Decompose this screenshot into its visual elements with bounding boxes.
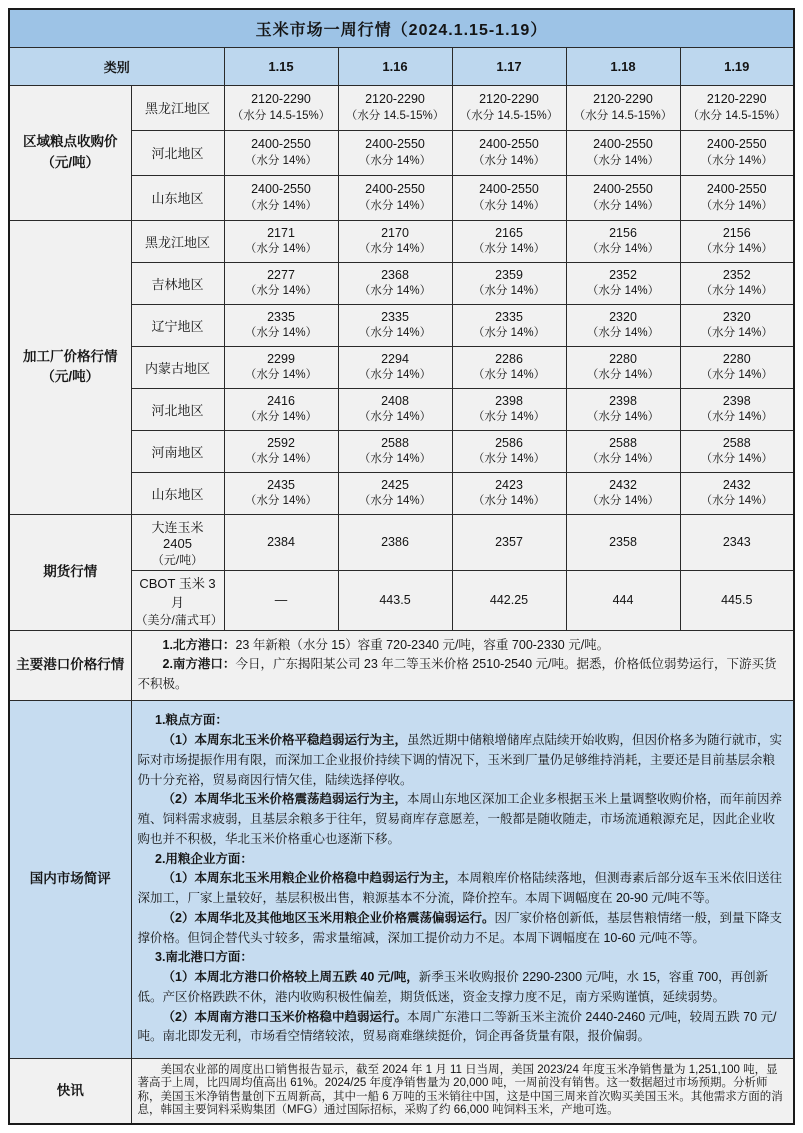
price-cell: 442.25 <box>452 570 566 630</box>
price-cell: 2357 <box>452 514 566 570</box>
region-cell: 黑龙江地区 <box>131 85 224 130</box>
header-category: 类别 <box>9 47 224 85</box>
header-row <box>9 47 794 85</box>
price-cell: 2165 （水分 14%） <box>452 220 566 262</box>
price-cell: 2156 （水分 14%） <box>680 220 794 262</box>
region-cell: 河北地区 <box>131 130 224 175</box>
price-cell: 2359 （水分 14%） <box>452 262 566 304</box>
price-cell: 2588 （水分 14%） <box>680 430 794 472</box>
region-cell: 河北地区 <box>131 388 224 430</box>
price-cell: 2400-2550 （水分 14%） <box>224 130 338 175</box>
price-cell: — <box>224 570 338 630</box>
price-cell: 2368 （水分 14%） <box>338 262 452 304</box>
price-cell: 2294 （水分 14%） <box>338 346 452 388</box>
comment-text: 1.粮点方面： （1）本周东北玉米价格平稳趋弱运行为主，虽然近期中储粮增储库点陆续开始收购，但因价格多为随行就市，实际对市场提振作用有限，而深加工企业报价持续下调的情况下，玉米到厂量仍足够维持消耗，主要还是目前基层余粮仍十分充裕，贸易商因行情欠佳，陆续选择停收。 （2）本周华北玉米价格震荡趋弱运行为主，本周山东地区深加工企业多根据玉米上量调整收购价格，而年前因养殖、饲料需求疲弱，且基层余粮多于往年，贸易商库存意愿差，一般都是随收随走，市场流通粮源充足，因此企业收购也并不积极，华北玉米价格重心也逐渐下移。 2.用粮企业方面： （1）本周东北玉米用粮企业价格稳中趋弱运行为主，本周粮库价格陆续落地，但测毒素后部分返车玉米依旧送往深加工，厂家上量较好，基层积极出售，粮源基本不分流，降价控车。本周下调幅度在 20-90 元/吨不等。 （2）本周华北及其他地区玉米用粮企业价格震荡偏弱运行。因厂家价格创新低，基层售粮情绪一般，到量下降支撑价格。但饲企替代头寸较多，需求量缩减，深加工提价动力不足。本周下调幅度在 10-60 元/吨不等。 3.南北港口方面： （1）本周北方港口价格较上周五跌 40 元/吨，新季玉米收购报价 2290-2300 元/吨，水 15，容重 700，再创新低。产区价格跌跌不休，港内收购积极性偏差，期货低迷，资金支撑力度不足，南方采购谨慎，延续弱势。 （2）本周南方港口玉米价格稳中趋弱运行。本周广东港口二等新玉米主流价 2440-2460 元/吨，较周五跌 70 元/吨。南北即发无利，市场看空情绪较浓，贸易商难继续挺价，饲企再备货量有限，报价偏弱。 <box>131 700 794 1058</box>
price-cell: 2400-2550 （水分 14%） <box>566 175 680 220</box>
contract-cell: 大连玉米 2405 （元/吨） <box>131 514 224 570</box>
price-cell: 2386 <box>338 514 452 570</box>
price-cell: 2400-2550 （水分 14%） <box>680 130 794 175</box>
price-cell: 2588 （水分 14%） <box>338 430 452 472</box>
price-cell: 2586 （水分 14%） <box>452 430 566 472</box>
price-cell: 2400-2550 （水分 14%） <box>224 175 338 220</box>
price-cell: 2280 （水分 14%） <box>680 346 794 388</box>
region-cell: 山东地区 <box>131 472 224 514</box>
price-cell: 2343 <box>680 514 794 570</box>
section-label-processing: 加工厂价格行情（元/吨） <box>9 220 131 514</box>
price-cell: 2156 （水分 14%） <box>566 220 680 262</box>
table-row <box>9 700 794 1058</box>
price-cell: 2408 （水分 14%） <box>338 388 452 430</box>
price-cell: 2432 （水分 14%） <box>566 472 680 514</box>
price-cell: 2588 （水分 14%） <box>566 430 680 472</box>
region-cell: 内蒙古地区 <box>131 346 224 388</box>
price-cell: 2400-2550 （水分 14%） <box>566 130 680 175</box>
price-cell: 2416 （水分 14%） <box>224 388 338 430</box>
table-row <box>9 220 794 262</box>
price-cell: 2398 （水分 14%） <box>452 388 566 430</box>
section-label-regional: 区域粮点收购价（元/吨） <box>9 85 131 220</box>
corn-weekly-table <box>8 8 795 1125</box>
price-cell: 2120-2290 （水分 14.5-15%） <box>680 85 794 130</box>
price-cell: 444 <box>566 570 680 630</box>
price-cell: 2432 （水分 14%） <box>680 472 794 514</box>
region-cell: 河南地区 <box>131 430 224 472</box>
table-row <box>9 1058 794 1124</box>
table-row <box>9 514 794 570</box>
price-cell: 2286 （水分 14%） <box>452 346 566 388</box>
table-row <box>9 85 794 130</box>
price-cell: 2120-2290 （水分 14.5-15%） <box>566 85 680 130</box>
price-cell: 2400-2550 （水分 14%） <box>680 175 794 220</box>
news-text: 美国农业部的周度出口销售报告显示，截至 2024 年 1 月 11 日当周，美国 2023/24 年度玉米净销售量为 1,251,100 吨，显著高于上周，比四周均值高出 61%。2024/25 年度净销售量为 20,000 吨，一周前没有销售。这一数据超过市场预期。分析师称，美国玉米净销售量创下五周新高，其中一船 6 万吨的玉米销往中国，这是中国三周来首次购买美国玉米。其他需求方面的消息，韩国主要饲料采购集团（MFG）通过国际招标，采购了约 66,000 吨饲料玉米，产地可选。 <box>131 1058 794 1124</box>
region-cell: 吉林地区 <box>131 262 224 304</box>
price-cell: 2120-2290 （水分 14.5-15%） <box>338 85 452 130</box>
header-date-3: 1.17 <box>452 47 566 85</box>
price-cell: 2280 （水分 14%） <box>566 346 680 388</box>
price-cell: 2398 （水分 14%） <box>566 388 680 430</box>
price-cell: 2400-2550 （水分 14%） <box>338 175 452 220</box>
price-cell: 2352 （水分 14%） <box>680 262 794 304</box>
price-cell: 2400-2550 （水分 14%） <box>452 130 566 175</box>
section-label-news: 快讯 <box>9 1058 131 1124</box>
contract-cell: CBOT 玉米 3 月 （美分/蒲式耳） <box>131 570 224 630</box>
header-date-4: 1.18 <box>566 47 680 85</box>
price-cell: 2171 （水分 14%） <box>224 220 338 262</box>
price-cell: 2592 （水分 14%） <box>224 430 338 472</box>
price-cell: 2423 （水分 14%） <box>452 472 566 514</box>
header-date-1: 1.15 <box>224 47 338 85</box>
price-cell: 2400-2550 （水分 14%） <box>452 175 566 220</box>
price-cell: 2120-2290 （水分 14.5-15%） <box>224 85 338 130</box>
price-cell: 445.5 <box>680 570 794 630</box>
section-label-comment: 国内市场简评 <box>9 700 131 1058</box>
price-cell: 2425 （水分 14%） <box>338 472 452 514</box>
price-cell: 2335 （水分 14%） <box>338 304 452 346</box>
region-cell: 山东地区 <box>131 175 224 220</box>
price-cell: 2277 （水分 14%） <box>224 262 338 304</box>
price-cell: 2384 <box>224 514 338 570</box>
page-title: 玉米市场一周行情（2024.1.15-1.19） <box>9 9 794 47</box>
price-cell: 443.5 <box>338 570 452 630</box>
price-cell: 2120-2290 （水分 14.5-15%） <box>452 85 566 130</box>
price-cell: 2299 （水分 14%） <box>224 346 338 388</box>
header-date-2: 1.16 <box>338 47 452 85</box>
price-cell: 2170 （水分 14%） <box>338 220 452 262</box>
table-row <box>9 630 794 700</box>
header-date-5: 1.19 <box>680 47 794 85</box>
price-cell: 2398 （水分 14%） <box>680 388 794 430</box>
region-cell: 辽宁地区 <box>131 304 224 346</box>
price-cell: 2352 （水分 14%） <box>566 262 680 304</box>
section-label-ports: 主要港口价格行情 <box>9 630 131 700</box>
region-cell: 黑龙江地区 <box>131 220 224 262</box>
price-cell: 2400-2550 （水分 14%） <box>338 130 452 175</box>
price-cell: 2320 （水分 14%） <box>566 304 680 346</box>
price-cell: 2320 （水分 14%） <box>680 304 794 346</box>
price-cell: 2335 （水分 14%） <box>224 304 338 346</box>
ports-text: 1.北方港口：23 年新粮（水分 15）容重 720-2340 元/吨，容重 700-2330 元/吨。 2.南方港口：今日，广东揭阳某公司 23 年二等玉米价格 2510-2540 元/吨。据悉，价格低位弱势运行，下游买货不积极。 <box>131 630 794 700</box>
price-cell: 2358 <box>566 514 680 570</box>
section-label-futures: 期货行情 <box>9 514 131 630</box>
price-cell: 2335 （水分 14%） <box>452 304 566 346</box>
title-row <box>9 9 794 47</box>
price-cell: 2435 （水分 14%） <box>224 472 338 514</box>
